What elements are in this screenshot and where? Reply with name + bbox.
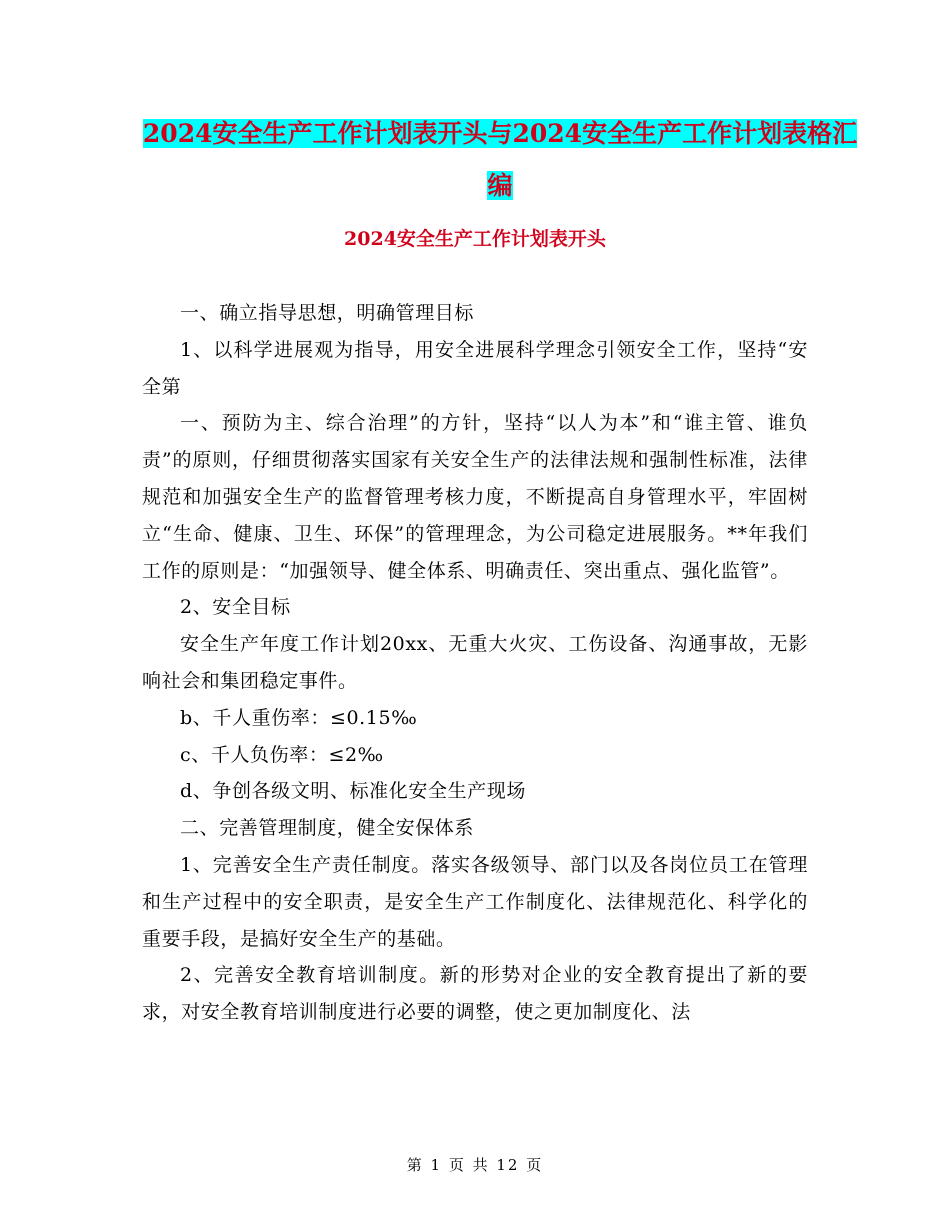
page-footer: 第 1 页 共 12 页 (406, 1156, 544, 1174)
paragraph: 1、以科学进展观为指导，用安全进展科学理念引领安全工作，坚持“安全第 (142, 338, 808, 398)
paragraph: d、争创各级文明、标准化安全生产现场 (180, 780, 526, 803)
paragraph: 二、完善管理制度，健全安保体系 (180, 817, 475, 840)
paragraph: 2、安全目标 (180, 596, 291, 619)
paragraph: c、千人负伤率：≤2‰ (180, 743, 384, 766)
document-title-text: 2024安全生产工作计划表开头与2024安全生产工作计划表格汇编 (142, 119, 858, 200)
paragraph: 1、完善安全生产责任制度。落实各级领导、部门以及各岗位员工在管理和生产过程中的安全职责，是安全生产工作制度化、法律规范化、科学化的重要手段，是搞好安全生产的基础。 (142, 853, 808, 950)
section-title: 2024安全生产工作计划表开头 (344, 228, 606, 250)
paragraph: 一、确立指导思想，明确管理目标 (180, 302, 475, 324)
document-body (142, 295, 808, 1031)
paragraph: 2、完善安全教育培训制度。新的形势对企业的安全教育提出了新的要求，对安全教育培训制度进行必要的调整，使之更加制度化、法 (142, 964, 808, 1024)
document-title (140, 108, 860, 212)
paragraph: 安全生产年度工作计划20xx、无重大火灾、工伤设备、沟通事故，无影响社会和集团稳定事件。 (142, 633, 808, 692)
paragraph: b、千人重伤率：≤0.15‰ (180, 706, 418, 729)
paragraph: 一、预防为主、综合治理”的方针，坚持“以人为本”和“谁主管、谁负责”的原则，仔细贯彻落实国家有关安全生产的法律法规和强制性标准，法律规范和加强安全生产的监督管理考核力度，不断提高自身管理水平，牢固树立“生命、健康、卫生、环保”的管理理念，为公司稳定进展服务。**年我们工作的原则是：“加强领导、健全体系、明确责任、突出重点、强化监管”。 (142, 412, 808, 582)
